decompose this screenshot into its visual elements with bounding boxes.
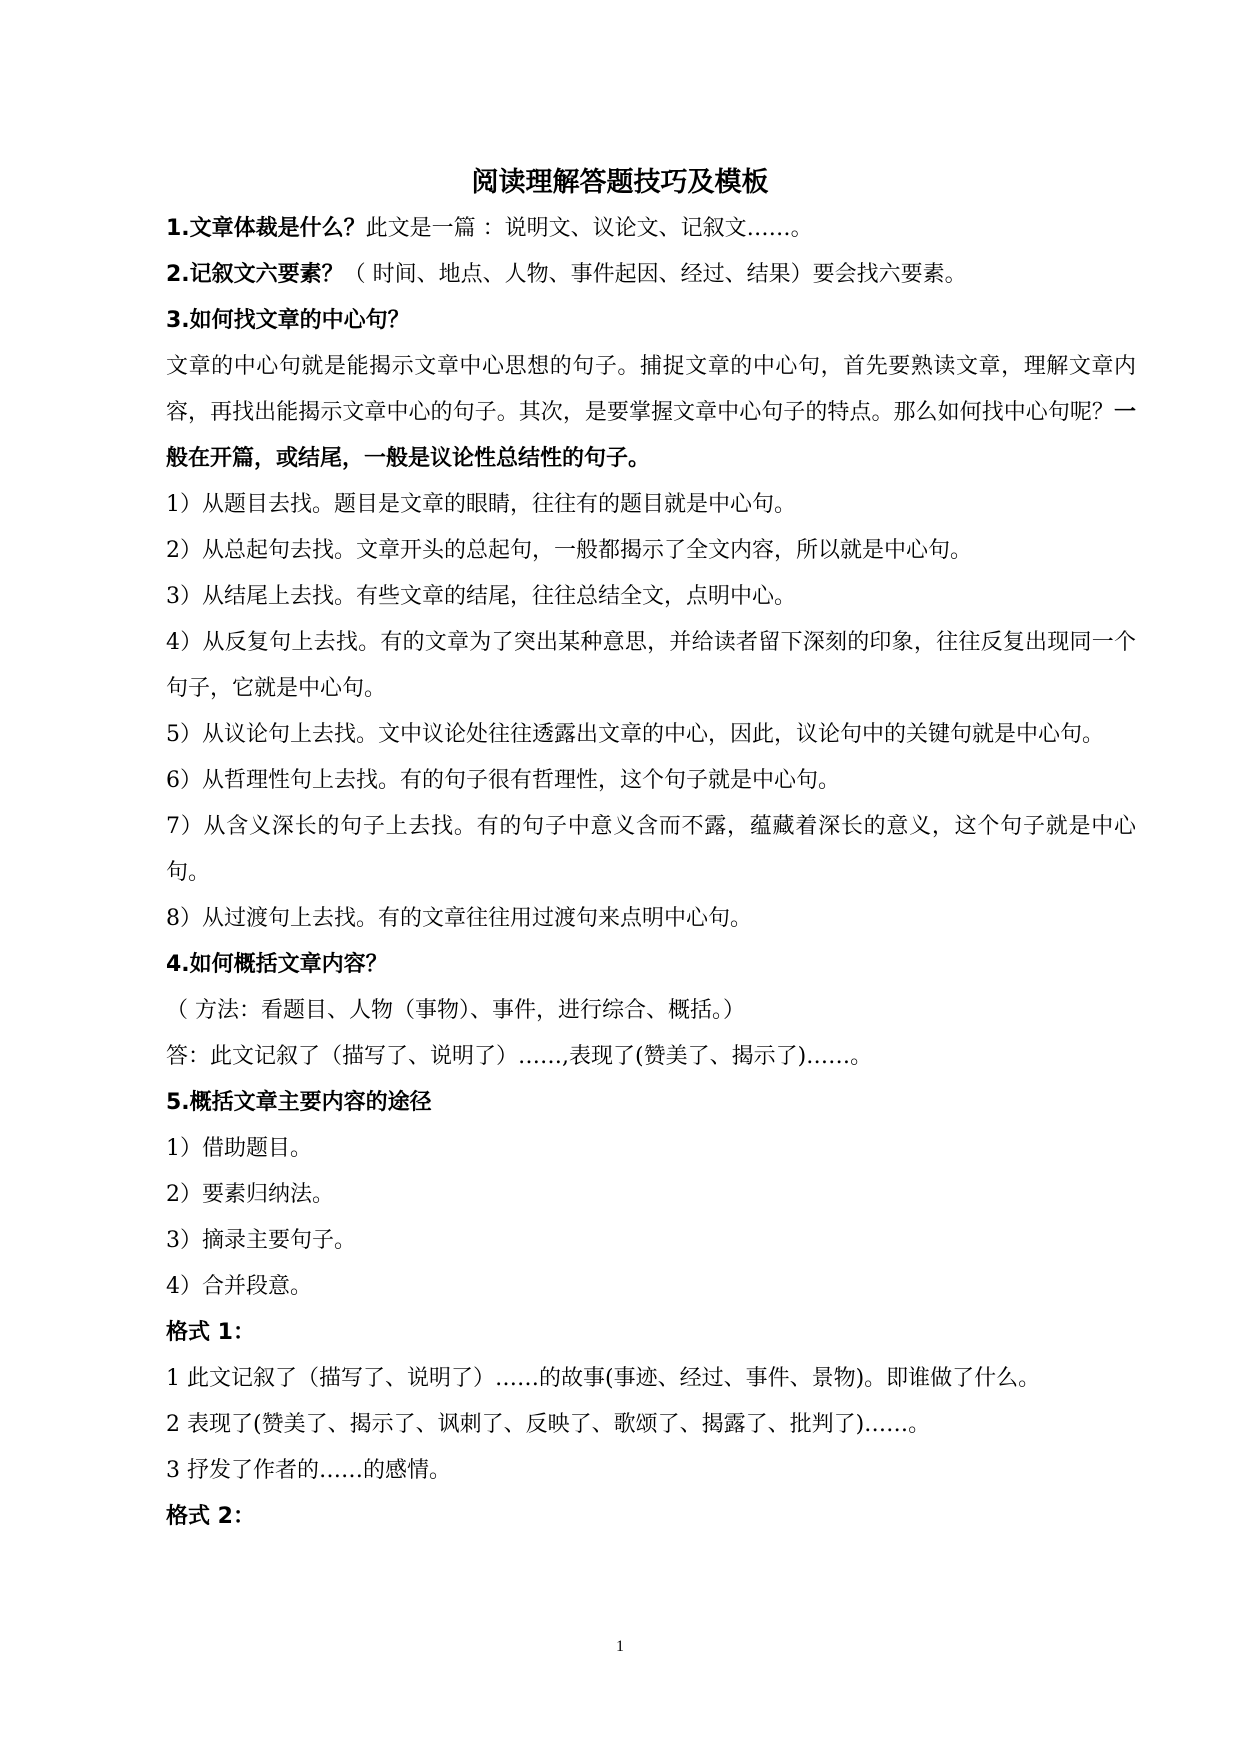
q1-heading: 1.文章体裁是什么？ xyxy=(166,216,366,241)
format1-item: 2 表现了(赞美了、揭示了、讽刺了、反映了、歌颂了、揭露了、批判了)……。 xyxy=(166,1412,931,1437)
page-number: 1 xyxy=(616,1638,624,1655)
q3-item: 4）从反复句上去找。有的文章为了突出某种意思，并给读者留下深刻的印象，往往反复出现同一个句子，它就是中心句。 xyxy=(166,630,1136,701)
q4-method: （ 方法：看题目、人物（事物）、事件，进行综合、概括。） xyxy=(166,998,745,1023)
q3-item: 7）从含义深长的句子上去找。有的句子中意义含而不露，蕴藏着深长的意义，这个句子就是中心句。 xyxy=(166,814,1136,885)
q2-line xyxy=(166,252,1136,298)
q4-heading: 4.如何概括文章内容？ xyxy=(166,952,388,977)
q5-item: 2）要素归纳法。 xyxy=(166,1182,334,1207)
q3-item: 8）从过渡句上去找。有的文章往往用过渡句来点明中心句。 xyxy=(166,906,752,931)
q3-para-text: 文章的中心句就是能揭示文章中心思想的句子。捕捉文章的中心句，首先要熟读文章，理解文章内容，再找出能揭示文章中心的句子。其次，是要掌握文章中心句子的特点。那么如何找中心句呢？ xyxy=(166,354,1136,425)
q4-answer: 答：此文记叙了（描写了、说明了）……,表现了(赞美了、揭示了)……。 xyxy=(166,1044,873,1069)
format1-item: 3 抒发了作者的……的感情。 xyxy=(166,1458,451,1483)
q2-text: （ 时间、地点、人物、事件起因、经过、结果）要会找六要素。 xyxy=(343,262,967,287)
q3-item: 2）从总起句去找。文章开头的总起句，一般都揭示了全文内容，所以就是中心句。 xyxy=(166,538,972,563)
format1-heading: 格式 1： xyxy=(166,1320,255,1345)
q1-line xyxy=(166,206,1136,252)
q5-item: 3）摘录主要句子。 xyxy=(166,1228,356,1253)
q1-text: 此文是一篇 ：说明文、议论文、记叙文……。 xyxy=(365,216,813,241)
format1-item: 1 此文记叙了（描写了、说明了）……的故事(事迹、经过、事件、景物)。即谁做了什么。 xyxy=(166,1366,1041,1391)
document-title: 阅读理解答题技巧及模板 xyxy=(471,167,769,198)
q3-item: 3）从结尾上去找。有些文章的结尾，往往总结全文，点明中心。 xyxy=(166,584,796,609)
q5-item: 1）借助题目。 xyxy=(166,1136,312,1161)
q3-paragraph xyxy=(166,344,1136,482)
q3-item: 1）从题目去找。题目是文章的眼睛，往往有的题目就是中心句。 xyxy=(166,492,796,517)
q5-item: 4）合并段意。 xyxy=(166,1274,312,1299)
q2-heading: 2.记叙文六要素？ xyxy=(166,262,344,287)
format2-heading: 格式 2： xyxy=(166,1504,255,1529)
q3-heading: 3.如何找文章的中心句？ xyxy=(166,308,410,333)
q3-item: 6）从哲理性句上去找。有的句子很有哲理性，这个句子就是中心句。 xyxy=(166,768,840,793)
q5-heading: 5.概括文章主要内容的途径 xyxy=(166,1090,432,1115)
q3-item: 5）从议论句上去找。文中议论处往往透露出文章的中心，因此，议论句中的关键句就是中心句。 xyxy=(166,722,1105,747)
document-body xyxy=(166,206,1136,1540)
q3-para-bold: 一般在开篇，或结尾，一般是议论性总结性的句子。 xyxy=(166,400,1136,471)
